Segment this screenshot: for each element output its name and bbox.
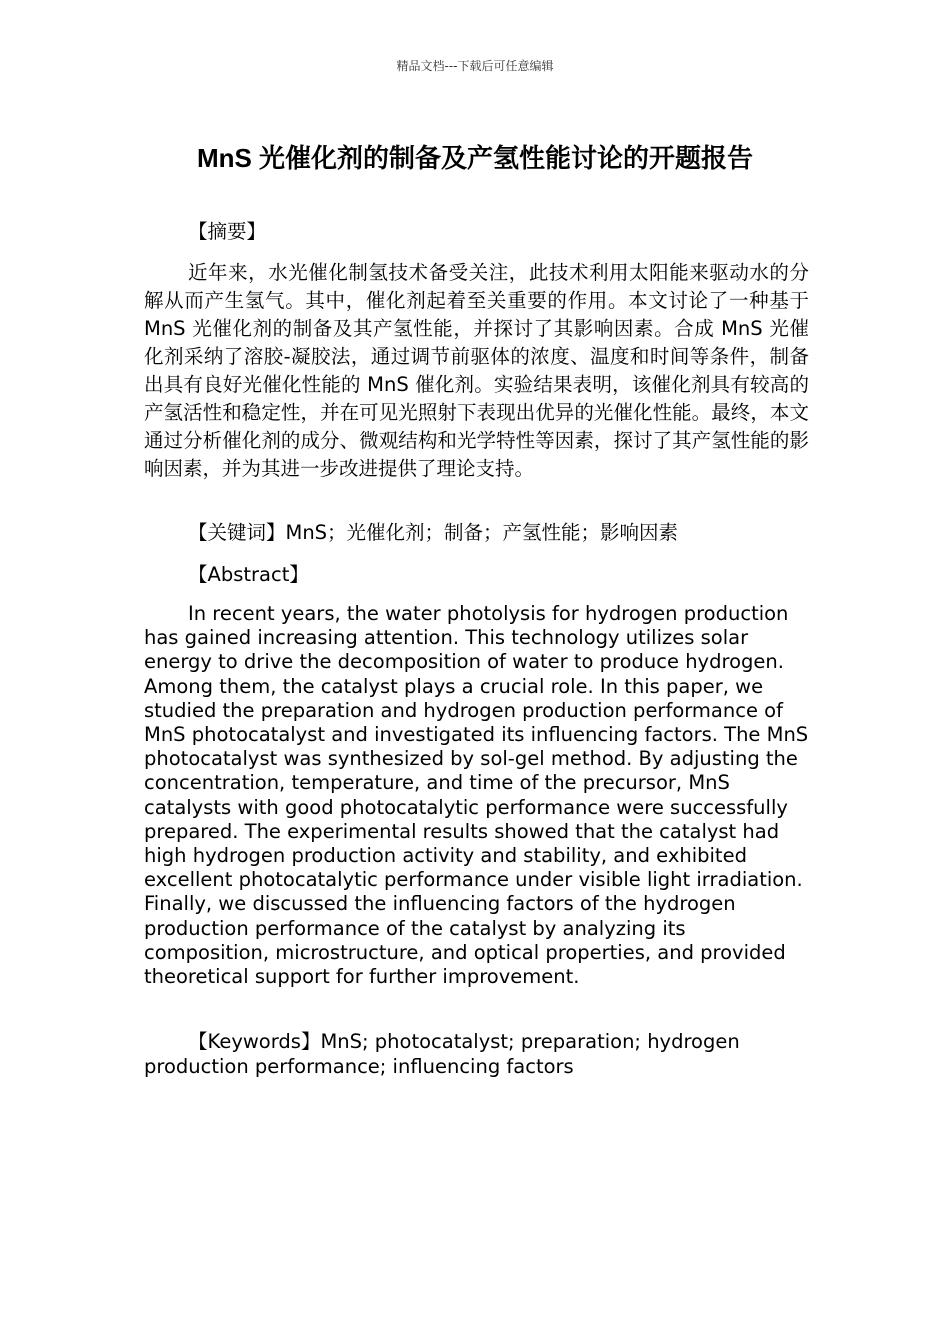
keywords-cn-line: 【关键词】MnS；光催化剂；制备；产氢性能；影响因素: [188, 521, 679, 544]
document-title: MnS 光催化剂的制备及产氢性能讨论的开题报告: [196, 143, 754, 173]
keywords-en-line: 【Keywords】MnS; photocatalyst; preparation; hydrogen production performance; influencing factors: [144, 1030, 740, 1078]
abstract-en-body: [144, 602, 809, 989]
keywords-cn: [144, 520, 809, 545]
abstract-en-heading: 【Abstract】: [188, 563, 309, 586]
abstract-cn-paragraph: 近年来，水光催化制氢技术备受关注，此技术利用太阳能来驱动水的分解从而产生氢气。其中，催化剂起着至关重要的作用。本文讨论了一种基于 MnS 光催化剂的制备及其产氢性能，并探讨了其影响因素。合成 MnS 光催化剂采纳了溶胶-凝胶法，通过调节前驱体的浓度、温度和时间等条件，制备出具有良好光催化性能的 MnS 催化剂。实验结果表明，该催化剂具有较高的产氢活性和稳定性，并在可见光照射下表现出优异的光催化性能。最终，本文通过分析催化剂的成分、微观结构和光学特性等因素，探讨了其产氢性能的影响因素，并为其进一步改进提供了理论支持。: [144, 261, 809, 480]
keywords-en: [144, 1029, 809, 1079]
abstract-cn-heading: 【摘要】: [188, 220, 267, 243]
abstract-en-paragraph: In recent years, the water photolysis for hydrogen production has gained increasing attention. This technology utilizes solar energy to drive the decomposition of water to produce hydrogen. Among them, the catalyst plays a crucial role. In this paper, we studied the preparation and hydrogen production performance of MnS photocatalyst and investigated its influencing factors. The MnS photocatalyst was synthesized by sol-gel method. By adjusting the concentration, temperature, and time of the precursor, MnS catalysts with good photocatalytic performance were successfully prepared. The experimental results showed that the catalyst had high hydrogen production activity and stability, and exhibited excellent photocatalytic performance under visible light irradiation. Finally, we discussed the influencing factors of the hydrogen production performance of the catalyst by analyzing its composition, microstructure, and optical properties, and provided theoretical support for further improvement.: [144, 602, 809, 989]
page-header-note: 精品文档---下载后可任意编辑: [396, 59, 554, 73]
abstract-cn-body: [144, 259, 809, 483]
